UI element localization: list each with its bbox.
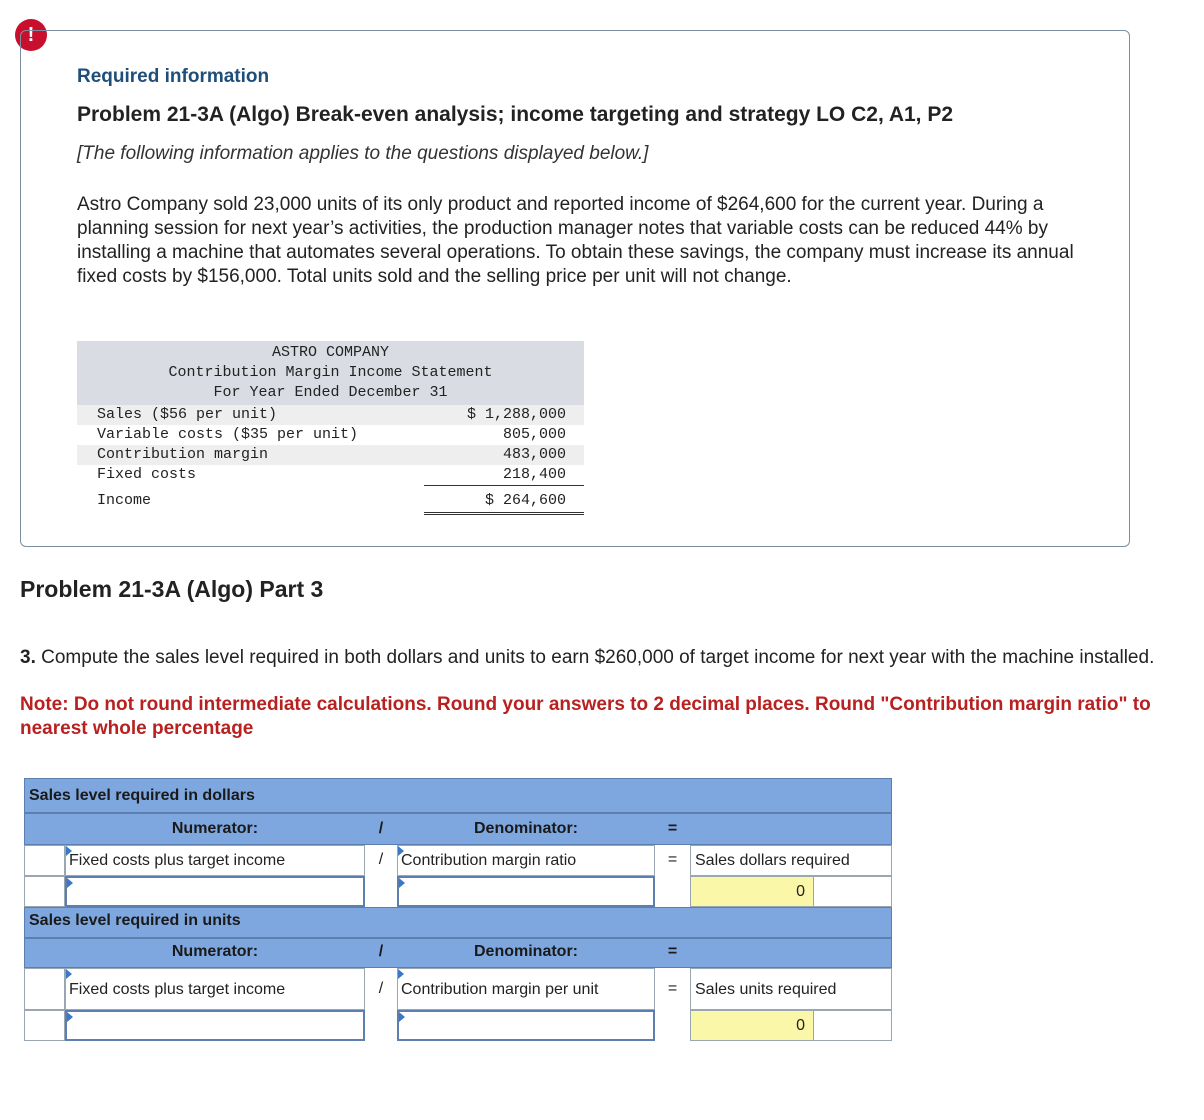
statement-name: Contribution Margin Income Statement: [168, 364, 493, 381]
question-body: Compute the sales level required in both dollars and units to earn $260,000 of target income for next year with the machine installed.: [41, 647, 1155, 668]
statement-period: For Year Ended December 31: [213, 384, 448, 401]
sales-dollars-table: [24, 778, 892, 908]
part-title: Problem 21-3A (Algo) Part 3: [20, 576, 324, 602]
statement-row-label: Income: [97, 492, 152, 509]
statement-row: [77, 405, 584, 425]
statement-row-label: Contribution margin: [97, 446, 269, 463]
statement-row-value: 805,000: [502, 426, 566, 443]
sales-dollars-result: 0: [690, 876, 814, 907]
statement-header: [77, 341, 584, 405]
equals-header: =: [667, 820, 678, 837]
sales-units-table: [24, 907, 892, 1041]
result-label: Sales units required: [690, 968, 892, 1010]
statement-row-value: 218,400: [502, 466, 566, 483]
denominator-label: Contribution margin per unit: [397, 968, 655, 1010]
dropdown-marker-icon: [399, 1012, 405, 1022]
equals-sign: =: [655, 845, 690, 876]
statement-row: [77, 425, 584, 445]
rounding-note: Note: Do not round intermediate calculations. Round your answers to 2 decimal places. Round "Contribution margin ratio" to nearest whole percentage: [20, 694, 1151, 739]
alert-icon: !: [15, 19, 47, 51]
dropdown-marker-icon: [67, 1012, 73, 1022]
statement-row: [77, 491, 584, 511]
sales-dollars-title: Sales level required in dollars: [29, 787, 255, 804]
denominator-input[interactable]: [397, 1010, 655, 1041]
divide-sign: /: [365, 845, 397, 876]
statement-row-label: Variable costs ($35 per unit): [97, 426, 359, 443]
statement-row-value: 483,000: [502, 446, 566, 463]
dropdown-marker-icon: [67, 878, 73, 888]
equals-sign: =: [655, 968, 690, 1010]
divide-sign: /: [365, 968, 397, 1010]
equals-header: =: [667, 943, 678, 960]
sales-units-result: 0: [690, 1010, 814, 1041]
required-info-heading: Required information: [77, 66, 270, 87]
problem-title: Problem 21-3A (Algo) Break-even analysis; income targeting and strategy LO C2, A1, P2: [77, 103, 954, 126]
dropdown-marker-icon: [398, 846, 404, 856]
divide-header: /: [378, 820, 384, 837]
numerator-header: Numerator:: [171, 820, 259, 837]
denominator-header: Denominator:: [474, 943, 578, 960]
denominator-label: Contribution margin ratio: [397, 845, 655, 876]
statement-row: [77, 445, 584, 465]
question-number: 3.: [20, 647, 36, 668]
numerator-label: Fixed costs plus target income: [65, 845, 365, 876]
sales-units-title: Sales level required in units: [29, 912, 241, 929]
result-label: Sales dollars required: [690, 845, 892, 876]
dropdown-marker-icon: [66, 969, 72, 979]
statement-company: ASTRO COMPANY: [271, 344, 390, 361]
scenario-text: Astro Company sold 23,000 units of its only product and reported income of $264,600 for the current year. During a planning session for next year’s activities, the production manager notes that variable costs can be reduced 44% by installing a machine that automates several operations. To obtain these savings, the company must increase its annual fixed costs by $156,000. Total units sold and the selling price per unit will not change.: [77, 194, 1074, 287]
income-statement: [77, 341, 584, 511]
question-text: [20, 646, 1160, 669]
statement-row-value: $ 1,288,000: [466, 406, 566, 423]
numerator-header: Numerator:: [171, 943, 259, 960]
numerator-input[interactable]: [65, 876, 365, 907]
dropdown-marker-icon: [66, 846, 72, 856]
denominator-input[interactable]: [397, 876, 655, 907]
divide-header: /: [378, 943, 384, 960]
numerator-input[interactable]: [65, 1010, 365, 1041]
denominator-header: Denominator:: [474, 820, 578, 837]
numerator-label: Fixed costs plus target income: [65, 968, 365, 1010]
statement-row-value: $ 264,600: [484, 492, 566, 509]
statement-row-label: Fixed costs: [97, 466, 197, 483]
dropdown-marker-icon: [399, 878, 405, 888]
dropdown-marker-icon: [398, 969, 404, 979]
statement-row-label: Sales ($56 per unit): [97, 406, 278, 423]
statement-row: [77, 465, 584, 485]
applies-note: [The following information applies to the questions displayed below.]: [77, 143, 649, 164]
